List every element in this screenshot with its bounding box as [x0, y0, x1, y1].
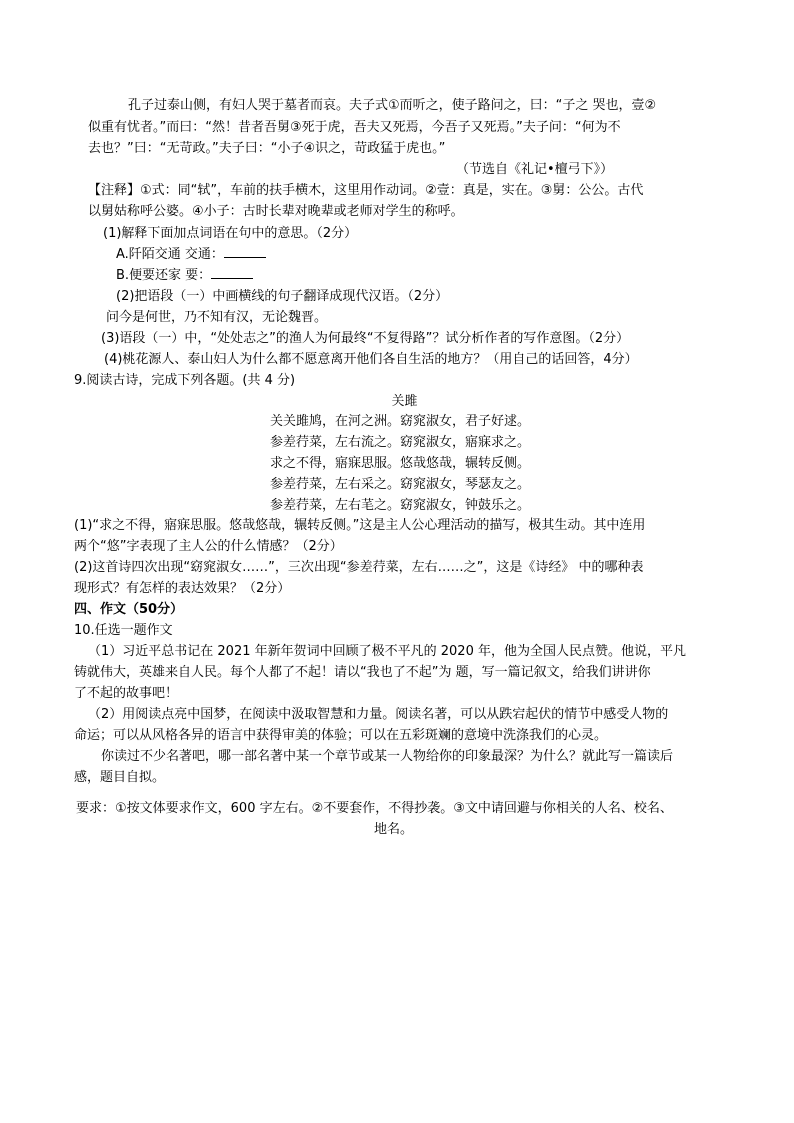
answer-blank[interactable] — [211, 266, 253, 279]
question-1: (1)解释下面加点词语在句中的意思。（2分） — [103, 226, 358, 241]
essay-task: 10.任选一题作文 — [74, 623, 173, 638]
question-2-sentence: 问今是何世，乃不知有汉，无论魏晋。 — [106, 310, 328, 325]
essay-requirements-line-1: 要求：①按文体要求作文，600 字左右。②不要套作，不得抄袭。③文中请回避与你相关的人名、校名、 — [76, 801, 673, 816]
question-1a-text: A.阡陌交通 交通： — [116, 247, 224, 262]
answer-blank[interactable] — [224, 245, 266, 258]
essay-option-1-line-3: 了不起的故事吧！ — [74, 686, 179, 701]
poem-title: 关雎 — [391, 394, 418, 409]
essay-option-1-line-1: （1）习近平总书记在 2021 年新年贺词中回顾了极不平凡的 2020 年，他为全国人民点赞。他说，平凡 — [88, 644, 686, 659]
essay-option-2-line-4: 感，题目自拟。 — [74, 770, 166, 785]
passage-source: （节选自《礼记•檀弓下》） — [456, 162, 614, 177]
poem-question-2-line-2: 现形式？有怎样的表达效果？（2分） — [74, 581, 291, 596]
question-1a — [116, 245, 266, 265]
passage-line-2: 似重有忧者。”而曰：“然！昔者吾舅③死于虎，吾夫又死焉，今吾子又死焉。”夫子问：“何为不 — [88, 120, 621, 135]
question-2: (2)把语段（一）中画横线的句子翻译成现代汉语。（2分） — [116, 289, 449, 304]
question-1b — [116, 266, 253, 286]
poem-question-1-line-2: 两个“悠”字表现了主人公的什么情感？（2分） — [74, 539, 343, 554]
poem-line: 参差荇菜，左右流之。窈窕淑女，寤寐求之。 — [270, 435, 531, 450]
question-1b-text: B.便要还家 要： — [116, 268, 212, 283]
question-3: (3)语段（一）中，“处处志之”的渔人为何最终“不复得路”？试分析作者的写作意图。（2分） — [101, 331, 630, 346]
poem-line: 参差荇菜，左右采之。窈窕淑女，琴瑟友之。 — [270, 477, 531, 492]
poem-line: 关关雎鸠，在河之洲。窈窕淑女，君子好逑。 — [270, 414, 531, 429]
poem-section-header: 9.阅读古诗，完成下列各题。(共 4 分) — [74, 373, 296, 388]
essay-requirements-line-2: 地名。 — [374, 822, 414, 837]
notes-line-2: 以舅姑称呼公婆。④小子：古时长辈对晚辈或老师对学生的称呼。 — [88, 204, 464, 219]
poem-line: 求之不得，寤寐思服。悠哉悠哉，辗转反侧。 — [270, 456, 531, 471]
poem-line: 参差荇菜，左右芼之。窈窕淑女，钟鼓乐之。 — [270, 498, 531, 513]
essay-option-2-line-2: 命运；可以从风格各异的语言中获得审美的体验；可以在五彩斑斓的意境中洗涤我们的心灵。 — [74, 728, 608, 743]
notes-line-1: 【注释】①式：同“轼”，车前的扶手横木，这里用作动词。②壹：真是，实在。③舅：公公。古代 — [88, 183, 644, 198]
essay-option-2-line-1: （2）用阅读点亮中国梦，在阅读中汲取智慧和力量。阅读名著，可以从跌宕起伏的情节中感受人物的 — [88, 707, 669, 722]
passage-line-3: 去也？”曰：“无苛政。”夫子曰：“小子④识之，苛政猛于虎也。” — [88, 141, 446, 156]
essay-option-2-line-3: 你读过不少名著吧，哪一部名著中某一个章节或某一人物给你的印象最深？为什么？就此写一篇读后 — [101, 749, 674, 764]
passage-line-1: 孔子过泰山侧，有妇人哭于墓者而哀。夫子式①而听之，使子路问之，曰：“子之 哭也，壹② — [128, 98, 657, 113]
essay-section-header: 四、作文（50分） — [74, 602, 184, 617]
question-4: (4)桃花源人、泰山妇人为什么都不愿意离开他们各自生活的地方？（用自己的话回答，4分） — [104, 352, 638, 367]
essay-option-1-line-2: 铸就伟大，英雄来自人民。每个人都了不起！请以“我也了不起”为 题，写一篇记叙文，给我们讲讲你 — [74, 665, 651, 680]
poem-question-2-line-1: (2)这首诗四次出现“窈窕淑女……”，三次出现“参差荇菜，左右……之”，这是《诗经》 中的哪种表 — [74, 560, 644, 575]
poem-question-1-line-1: (1)“求之不得，寤寐思服。悠哉悠哉，辗转反侧。”这是主人公心理活动的描写，极其生动。其中连用 — [74, 518, 646, 533]
